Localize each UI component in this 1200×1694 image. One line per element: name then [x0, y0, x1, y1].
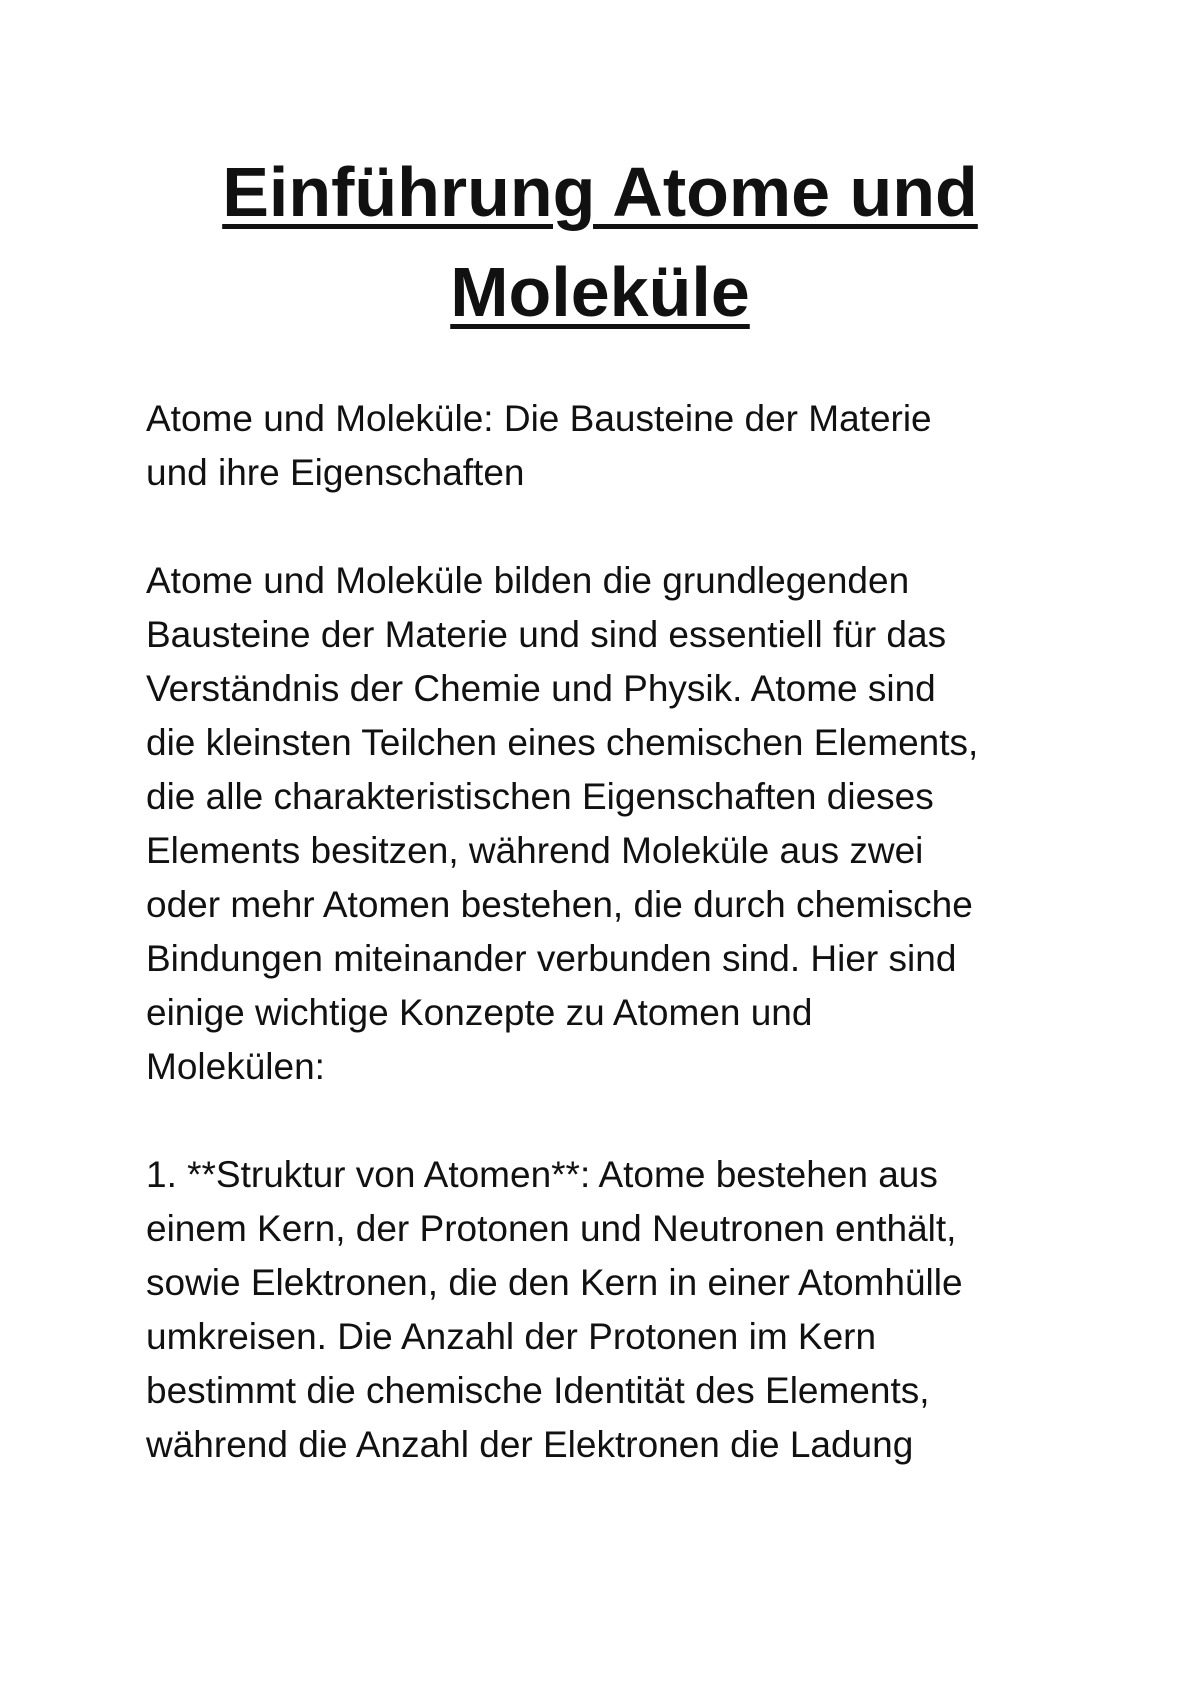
text-line: und ihre Eigenschaften: [146, 452, 525, 493]
text-line: während die Anzahl der Elektronen die Ladung: [146, 1424, 914, 1465]
text-line: Atome und Moleküle bilden die grundlegenden: [146, 560, 910, 601]
text-line: Bausteine der Materie und sind essentiell für das: [146, 614, 947, 655]
text-line: Verständnis der Chemie und Physik. Atome sind: [146, 668, 936, 709]
text-line: die alle charakteristischen Eigenschaften dieses: [146, 776, 934, 817]
structure-paragraph: [146, 1148, 1086, 1472]
text-line: einige wichtige Konzepte zu Atomen und: [146, 992, 813, 1033]
text-line: einem Kern, der Protonen und Neutronen enthält,: [146, 1208, 957, 1249]
title-line-1: Einführung Atome und: [222, 153, 978, 231]
text-line: Atome und Moleküle: Die Bausteine der Materie: [146, 398, 932, 439]
text-line: 1. **Struktur von Atomen**: Atome bestehen aus: [146, 1154, 938, 1195]
text-line: umkreisen. Die Anzahl der Protonen im Kern: [146, 1316, 877, 1357]
text-line: Elements besitzen, während Moleküle aus zwei: [146, 830, 924, 871]
subtitle-paragraph: [146, 392, 1086, 500]
text-line: Molekülen:: [146, 1046, 325, 1087]
text-line: sowie Elektronen, die den Kern in einer Atomhülle: [146, 1262, 963, 1303]
text-line: oder mehr Atomen bestehen, die durch chemische: [146, 884, 973, 925]
title-line-2: Moleküle: [450, 253, 750, 331]
text-line: bestimmt die chemische Identität des Elements,: [146, 1370, 930, 1411]
document-title: [120, 142, 1080, 342]
document-body: [146, 392, 1086, 1526]
text-line: Bindungen miteinander verbunden sind. Hier sind: [146, 938, 957, 979]
text-line: die kleinsten Teilchen eines chemischen Elements,: [146, 722, 979, 763]
intro-paragraph: [146, 554, 1086, 1094]
